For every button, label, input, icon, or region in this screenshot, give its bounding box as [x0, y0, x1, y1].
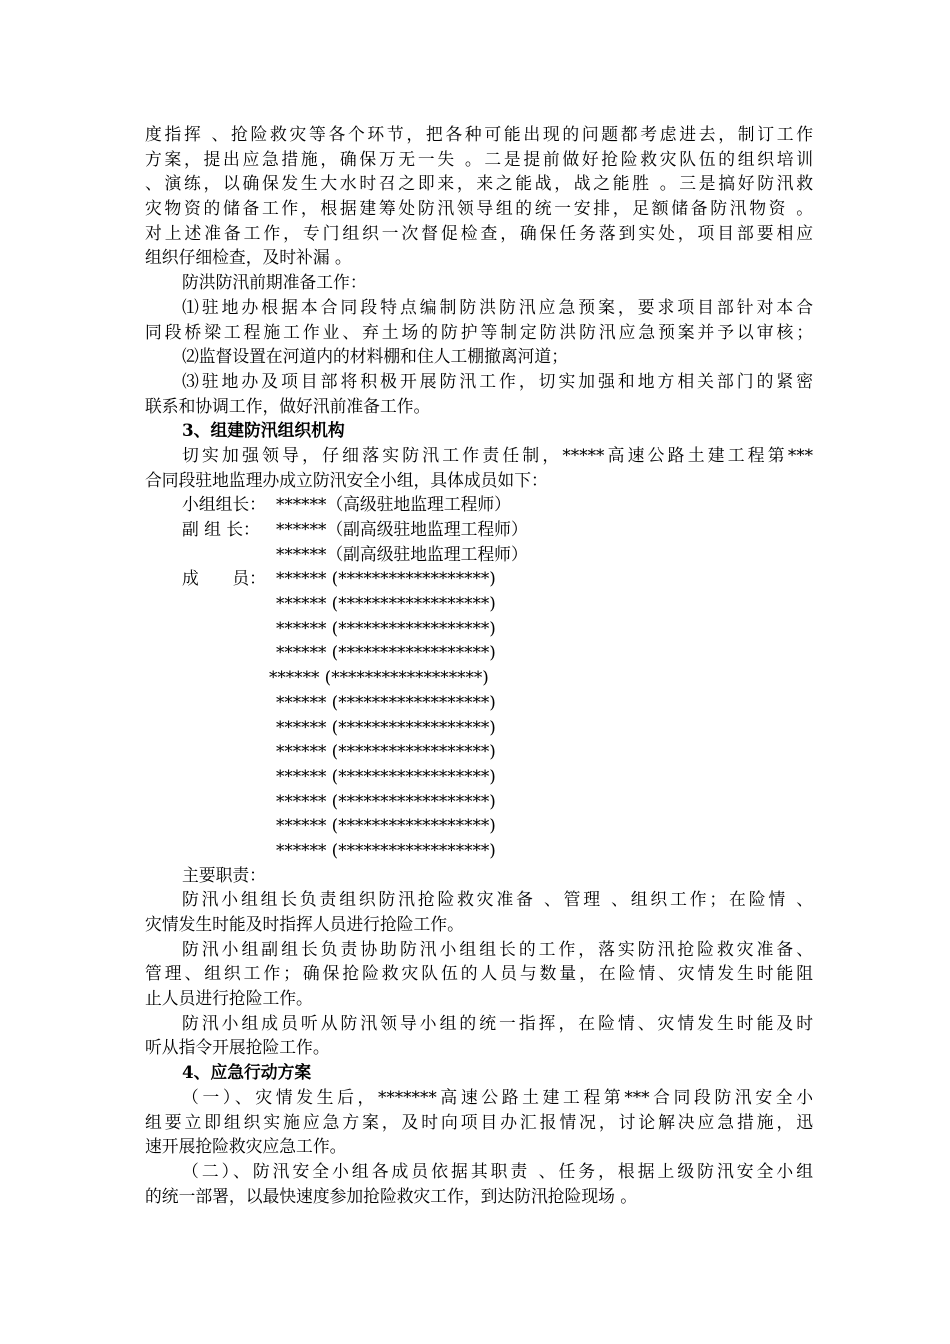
paragraph-line: 防汛小组成员听从防汛领导小组的统一指挥，在险情、灾情发生时能及时 [182, 1012, 813, 1033]
paragraph-line: 防汛小组副组长负责协助防汛小组组长的工作，落实防汛抢险救灾准备、 [182, 938, 813, 959]
list-item-2: ⑵监督设置在河道内的材料棚和住人工棚撤离河道； [182, 346, 568, 367]
member-row: ****** (******************) [276, 642, 496, 663]
paragraph-line: （一）、灾情发生后，*******高速公路土建工程第***合同段防汛安全小 [182, 1086, 813, 1107]
member-row: ****** (******************) [276, 815, 496, 836]
leader-value: ******（高级驻地监理工程师） [276, 494, 511, 515]
document-page [145, 122, 813, 1208]
paragraph-line: 灾物资的储备工作，根据建筹处防汛领导组的统一安排，足额储备防汛物资 。 [145, 198, 813, 219]
list-item-1-cont: 同段桥梁工程施工作业、弃土场的防护等制定防洪防汛应急预案并予以审核； [145, 321, 813, 342]
paragraph-line: 听从指令开展抢险工作。 [145, 1037, 330, 1058]
prep-title: 防洪防汛前期准备工作： [182, 272, 367, 293]
member-row: ****** (******************) [276, 839, 496, 860]
member-row: ****** (******************) [276, 741, 496, 762]
member-row: ****** (******************) [269, 667, 489, 688]
paragraph-line: 灾情发生时能及时指挥人员进行抢险工作。 [145, 914, 464, 934]
list-item-3-cont: 联系和协调工作，做好汛前准备工作。 [145, 395, 431, 416]
paragraph-line: 止人员进行抢险工作。 [145, 988, 313, 1009]
member-label: 成 员： [182, 568, 266, 589]
paragraph-line: 度指挥 、抢险救灾等各个环节，把各种可能出现的问题都考虑进去，制订工作 [145, 124, 813, 144]
paragraph-line: （二）、防汛安全小组各成员依据其职责 、任务，根据上级防汛安全小组 [182, 1160, 813, 1181]
section-heading-4: 4、应急行动方案 [182, 1062, 312, 1083]
paragraph-line: 切实加强领导，仔细落实防汛工作责任制，*****高速公路土建工程第*** [182, 444, 813, 465]
member-row: ****** (******************) [276, 716, 496, 737]
paragraph-line: 组要立即组织实施应急方案，及时向项目办汇报情况，讨论解决应急措施，迅 [145, 1111, 813, 1132]
vice-leader-row [145, 517, 813, 542]
member-row: ****** (******************) [276, 593, 496, 614]
paragraph-line: 管理、组织工作；确保抢险救灾队伍的人员与数量，在险情、灾情发生时能阻 [145, 963, 813, 984]
leader-row [145, 492, 813, 517]
paragraph-line: 合同段驻地监理办成立防汛安全小组，具体成员如下： [145, 469, 548, 490]
paragraph-line: 的统一部署，以最快速度参加抢险救灾工作，到达防汛抢险现场 。 [145, 1185, 637, 1206]
member-row: ****** (******************) [276, 790, 496, 811]
vice-leader-label: 副 组 长： [182, 519, 260, 539]
leader-label: 小组组长： [182, 494, 266, 515]
member-row [145, 566, 813, 591]
member-value: ****** (******************) [276, 568, 496, 589]
list-item-3: ⑶驻地办及项目部将积极开展防汛工作，切实加强和地方相关部门的紧密 [182, 370, 813, 391]
paragraph-line: 速开展抢险救灾应急工作。 [145, 1136, 347, 1157]
paragraph-line: 防汛小组组长负责组织防汛抢险救灾准备 、管理 、组织工作；在险情 、 [182, 889, 813, 910]
paragraph-line: 对上述准备工作，专门组织一次督促检查，确保任务落到实处，项目部要相应 [145, 222, 813, 243]
list-item-1: ⑴驻地办根据本合同段特点编制防洪防汛应急预案，要求项目部针对本合 [182, 296, 813, 317]
member-row: ****** (******************) [276, 691, 496, 712]
vice-leader-row: ******（副高级驻地监理工程师） [276, 543, 528, 564]
paragraph-line: 方案，提出应急措施，确保万无一失 。二是提前做好抢险救灾队伍的组织培训 [145, 148, 813, 169]
member-row: ****** (******************) [276, 617, 496, 638]
vice-leader-value: ******（副高级驻地监理工程师） [276, 519, 528, 539]
member-row: ****** (******************) [276, 765, 496, 786]
section-heading-3: 3、组建防汛组织机构 [182, 420, 345, 441]
paragraph-line: 、演练，以确保发生大水时召之即来，来之能战，战之能胜 。三是搞好防汛救 [145, 173, 813, 194]
duty-title: 主要职责： [182, 864, 266, 885]
paragraph-line: 组织仔细检查，及时补漏 。 [145, 247, 352, 268]
